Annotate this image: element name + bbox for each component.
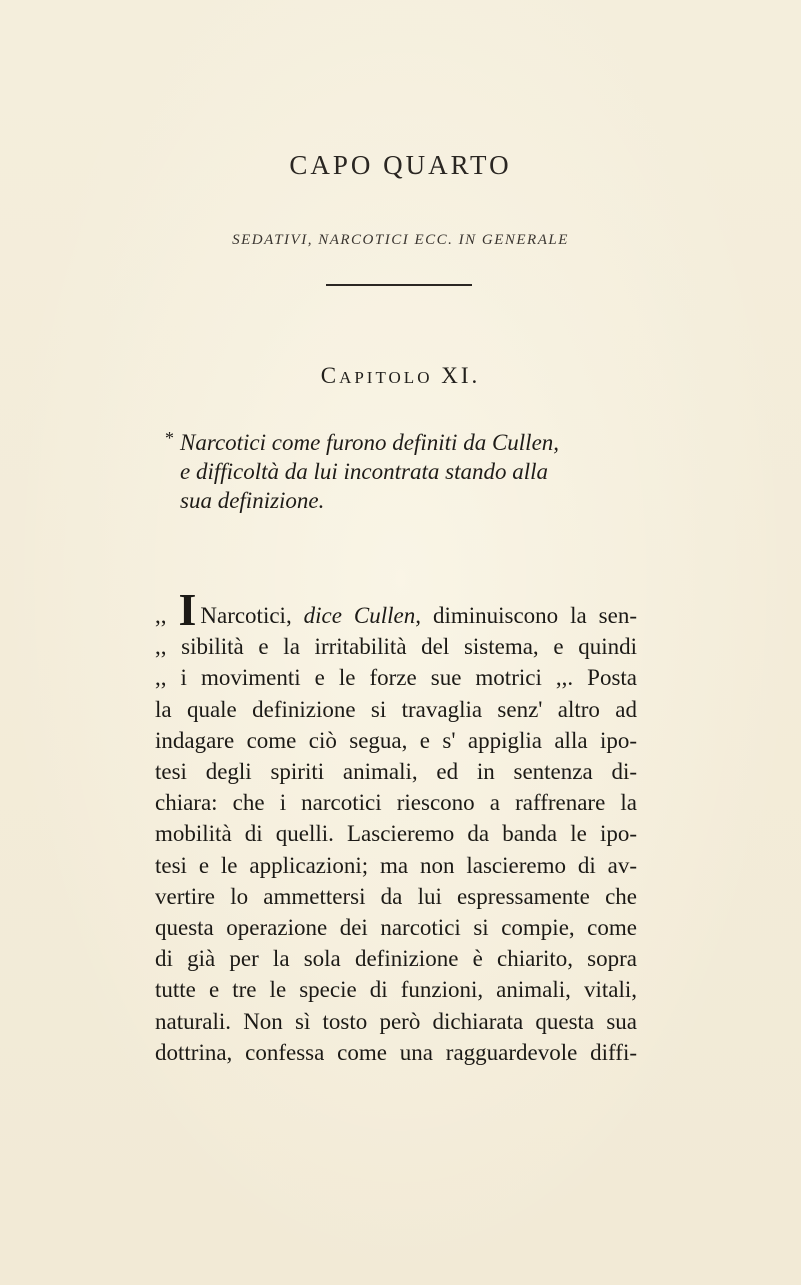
italic-author: dice Cullen, [303, 603, 421, 628]
text-line: ,, sibilità e la irritabilità del sistema, e quindi [155, 634, 637, 660]
capitolo-heading [0, 363, 801, 389]
drop-cap: I [178, 584, 197, 635]
footnote-star: * [165, 428, 174, 448]
text-segment: Narcotici, [200, 603, 304, 628]
body-paragraph [155, 584, 638, 1068]
text-line: chiara: che i narcotici riescono a raffrenare la [155, 790, 637, 816]
text-line: tesi e le applicazioni; ma non lascieremo di av- [155, 852, 637, 878]
chapter-summary [165, 428, 680, 515]
text-line: di già per la sola definizione è chiarito, sopra [155, 946, 637, 972]
text-line: dottrina, confessa come una ragguardevole diffi- [155, 1039, 637, 1065]
text-line: questa operazione dei narcotici si compie, come [155, 915, 637, 941]
text-segment: diminuiscono la sen- [421, 603, 638, 628]
summary-line: e difficoltà da lui incontrata stando alla [180, 459, 548, 484]
capitolo-label-initial: C [320, 363, 340, 388]
paragraph-first-line [155, 584, 638, 635]
chapter-heading: CAPO QUARTO [289, 150, 512, 180]
capitolo-number: XI. [441, 363, 481, 388]
text-line: ,, i movimenti e le forze sue motrici ,,. Posta [155, 665, 637, 691]
chapter-subtitle: SEDATIVI, NARCOTICI ECC. IN GENERALE [232, 232, 569, 248]
text-line: vertire lo ammettersi da lui espressamente che [155, 883, 637, 909]
horizontal-rule [326, 284, 472, 286]
summary-line: sua definizione. [180, 488, 325, 513]
summary-line: Narcotici come furono definiti da Cullen, [180, 430, 560, 455]
text-line: tutte e tre le specie di funzioni, animali, vitali, [155, 977, 637, 1003]
text-line: tesi degli spiriti animali, ed in sentenza di- [155, 759, 637, 785]
text-line: la quale definizione si travaglia senz' altro ad [155, 696, 637, 722]
quote-mark: ,, [155, 603, 167, 628]
capitolo-label: APITOLO [339, 368, 433, 387]
text-line: naturali. Non sì tosto però dichiarata questa sua [155, 1008, 637, 1034]
text-line: mobilità di quelli. Lascieremo da banda le ipo- [155, 821, 637, 847]
text-line: indagare come ciò segua, e s' appiglia alla ipo- [155, 727, 637, 753]
